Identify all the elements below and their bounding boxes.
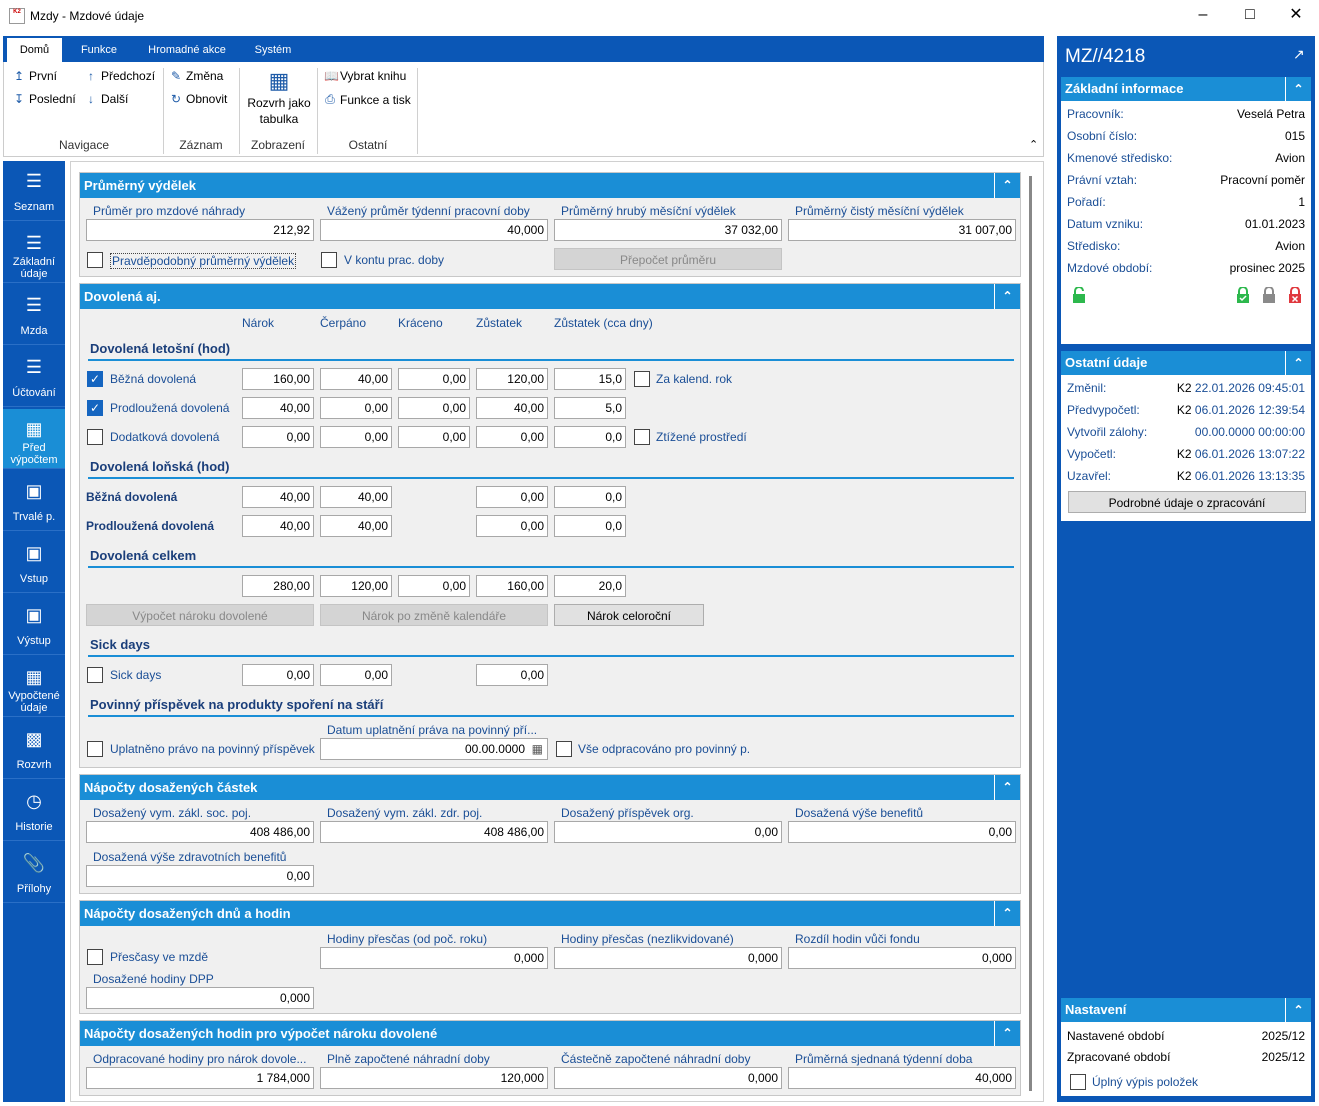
checkbox-label: V kontu prac. doby: [344, 253, 445, 267]
field-label: Částečně započtené náhradní doby: [561, 1052, 751, 1066]
zustatek-input[interactable]: 120,00: [476, 368, 548, 390]
info-row: Osobní číslo: 015: [1067, 129, 1305, 143]
narok-input[interactable]: 40,00: [242, 486, 314, 508]
cerpano-input[interactable]: 0,00: [320, 397, 392, 419]
checkbox-label: Vše odpracováno pro povinný p.: [578, 742, 751, 756]
sick-narok-input[interactable]: 0,00: [242, 664, 314, 686]
zustatek-dny-total-input[interactable]: 20,0: [554, 575, 626, 597]
cerpano-input[interactable]: 40,00: [320, 486, 392, 508]
uplatneno-checkbox[interactable]: [87, 741, 103, 757]
zustatek-dny-input[interactable]: 5,0: [554, 397, 626, 419]
section-napocty-dnu: [79, 900, 1021, 1014]
divider: [88, 715, 1014, 717]
record-code: MZ//4218: [1065, 46, 1146, 67]
checkbox-label: Za kalend. rok: [656, 372, 733, 386]
ztizene-checkbox[interactable]: [634, 429, 650, 445]
field-label: Plně započtené náhradní doby: [327, 1052, 490, 1066]
main-content: [70, 161, 1044, 1102]
info-row: Mzdové období: prosinec 2025: [1067, 261, 1305, 275]
archive-box-icon: ▣: [25, 605, 43, 625]
select-book-button[interactable]: 📖 Vybrat knihu: [324, 69, 407, 83]
nav-item-uctovani[interactable]: ☰ Účtování: [3, 347, 65, 407]
column-header: Zůstatek (cca dny): [554, 316, 653, 330]
section-napocty-hodin: [79, 1020, 1021, 1096]
chevron-up-icon[interactable]: ⌃: [994, 775, 1020, 800]
subheading: Sick days: [90, 637, 150, 652]
book-icon: 📖: [324, 69, 339, 83]
nav-item-prilohy[interactable]: 📎 Přílohy: [3, 843, 65, 903]
refresh-button[interactable]: ↻ Obnovit: [170, 92, 228, 106]
tab-system[interactable]: Systém: [254, 44, 292, 56]
list-icon: ☰: [25, 357, 43, 377]
minimize-icon[interactable]: –: [1198, 6, 1208, 23]
cerpano-input[interactable]: 40,00: [320, 515, 392, 537]
field-label: Dosažený vym. zákl. zdr. poj.: [327, 806, 483, 820]
vypocet-naroku-button[interactable]: Výpočet nároku dovolené: [86, 604, 314, 626]
refresh-icon: ↻: [170, 92, 182, 106]
info-row: Vypočetl: K2 06.01.2026 13:07:22: [1067, 447, 1305, 461]
section-nastaveni: [1061, 998, 1311, 1096]
nav-item-zakladni-udaje[interactable]: ☰ Základní údaje: [3, 223, 65, 283]
info-row: Změnil: K2 22.01.2026 09:45:01: [1067, 381, 1305, 395]
info-row: Datum vzniku: 01.01.2023: [1067, 217, 1305, 231]
lock-grey-icon: [1262, 287, 1276, 303]
field-label: Dosažená výše zdravotních benefitů: [93, 850, 287, 864]
info-row: Pracovník: Veselá Petra: [1067, 107, 1305, 121]
app-icon: K2: [9, 8, 25, 24]
prispevek-org-input[interactable]: 0,00: [554, 821, 782, 843]
nav-item-vystup[interactable]: ▣ Výstup: [3, 595, 65, 655]
narok-input[interactable]: 40,00: [242, 397, 314, 419]
field-label: Hodiny přesčas (nezlikvidované): [561, 932, 734, 946]
calendar-icon: ▩: [25, 729, 43, 749]
sick-zustatek-input[interactable]: 0,00: [476, 664, 548, 686]
zustatek-input[interactable]: 0,00: [476, 486, 548, 508]
chevron-up-icon[interactable]: ⌃: [994, 284, 1020, 309]
info-row: Zpracované období 2025/12: [1067, 1050, 1305, 1064]
clock-icon: ◷: [26, 791, 42, 811]
divider: [88, 359, 1014, 361]
chevron-up-icon[interactable]: ⌃: [994, 173, 1020, 198]
arrow-up-first-icon: ↥: [13, 69, 25, 83]
nav-item-trvale[interactable]: ▣ Trvalé p.: [3, 471, 65, 531]
vertical-scrollbar[interactable]: [1029, 176, 1032, 1091]
tab-hromadne-akce[interactable]: Hromadné akce: [148, 44, 226, 56]
field-label: Datum uplatnění práva na povinný pří...: [327, 723, 538, 737]
checkbox-label: Prodloužená dovolená: [110, 401, 230, 415]
nav-item-mzda[interactable]: ☰ Mzda: [3, 285, 65, 345]
functions-print-button[interactable]: ⎙ Funkce a tisk: [325, 92, 411, 107]
tab-domu[interactable]: Domů: [7, 38, 62, 62]
vazeny-prumer-input[interactable]: 40,000: [320, 219, 548, 241]
checkbox-label: Uplatněno právo na povinný příspěvek: [110, 742, 315, 756]
field-label: Odpracované hodiny pro nárok dovole...: [93, 1052, 307, 1066]
collapse-ribbon-icon[interactable]: ⌃: [1029, 139, 1039, 151]
castecne-nahradni-input[interactable]: 0,000: [554, 1067, 782, 1089]
section-zakladni-informace: [1061, 77, 1311, 344]
group-zaznam-label: Záznam: [179, 138, 223, 152]
section-header: Ostatní údaje ⌃: [1061, 351, 1311, 375]
zustatek-total-input[interactable]: 160,00: [476, 575, 548, 597]
narok-celorocni-button[interactable]: Nárok celoroční: [554, 604, 704, 626]
field-label: Průměr pro mzdové náhrady: [93, 204, 246, 218]
checkbox-label: Běžná dovolená: [110, 372, 197, 386]
divider: [88, 655, 1014, 657]
section-header: Nastavení ⌃: [1061, 998, 1311, 1022]
row-label: Běžná dovolená: [86, 490, 178, 504]
checkbox-label: Dodatková dovolená: [110, 430, 220, 444]
prescas-nezlikv-input[interactable]: 0,000: [554, 947, 782, 969]
zustatek-dny-input[interactable]: 15,0: [554, 368, 626, 390]
info-row: Právní vztah: Pracovní poměr: [1067, 173, 1305, 187]
kraceno-input[interactable]: 0,00: [398, 368, 470, 390]
group-ostatni-label: Ostatní: [348, 138, 388, 152]
ribbon-tabs: [3, 36, 1044, 62]
chevron-up-icon[interactable]: ⌃: [994, 901, 1020, 926]
benefity-input[interactable]: 0,00: [788, 821, 1016, 843]
narok-zmena-kalendare-button[interactable]: Nárok po změně kalendáře: [320, 604, 548, 626]
nav-item-vypoctene-udaje[interactable]: ▦ Vypočtené údaje: [3, 657, 65, 717]
section-prumerny-vydelek: [79, 172, 1021, 277]
row-label: Prodloužená dovolená: [86, 519, 215, 533]
dodatkova-checkbox[interactable]: [87, 429, 103, 445]
section-header: Nápočty dosažených hodin pro výpočet nároku dovolené ⌃: [80, 1021, 1020, 1046]
info-row: Vytvořil zálohy: 00.00.0000 00:00:00: [1067, 425, 1305, 439]
ribbon-separator: [417, 68, 418, 154]
tydenni-doba-input[interactable]: 40,000: [788, 1067, 1016, 1089]
divider: [88, 566, 1014, 568]
cerpano-total-input[interactable]: 120,00: [320, 575, 392, 597]
section-header: Základní informace ⌃: [1061, 77, 1311, 101]
ribbon-body: [3, 62, 1044, 157]
prumer-nahrady-input[interactable]: 212,92: [86, 219, 314, 241]
checkbox-label: Sick days: [110, 668, 162, 682]
subheading: Povinný příspěvek na produkty spoření na stáří: [90, 697, 384, 712]
field-label: Dosažená výše benefitů: [795, 806, 924, 820]
podrobne-udaje-button[interactable]: Podrobné údaje o zpracování: [1068, 491, 1306, 513]
window-title: Mzdy - Mzdové údaje: [30, 9, 145, 23]
hodiny-dpp-input[interactable]: 0,000: [86, 987, 314, 1009]
field-label: Průměrný čistý měsíční výdělek: [795, 204, 964, 218]
calculator-icon: ▦: [25, 667, 43, 687]
zustatek-dny-input[interactable]: 0,0: [554, 426, 626, 448]
section-ostatni-udaje: [1061, 351, 1311, 521]
last-button[interactable]: ↧ Poslední: [13, 92, 76, 106]
kraceno-input[interactable]: 0,00: [398, 397, 470, 419]
kraceno-input[interactable]: 0,00: [398, 426, 470, 448]
odpracovane-input[interactable]: 1 784,000: [86, 1067, 314, 1089]
info-row: Uzavřel: K2 06.01.2026 13:13:35: [1067, 469, 1305, 483]
calculator-icon: ▦: [25, 419, 43, 439]
open-external-icon[interactable]: ↗: [1293, 46, 1305, 62]
zdrav-benefity-input[interactable]: 0,00: [86, 865, 314, 887]
section-dovolena: [79, 283, 1021, 768]
nav-item-pred-vypoctem[interactable]: ▦ Před výpočtem: [3, 409, 65, 469]
prepocet-button[interactable]: Přepočet průměru: [554, 248, 782, 270]
right-info-panel: [1057, 36, 1315, 1102]
section-napocty-castek: [79, 774, 1021, 894]
info-row: Pořadí: 1: [1067, 195, 1305, 209]
list-icon: ☰: [25, 171, 43, 191]
archive-box-icon: ▣: [25, 481, 43, 501]
plne-nahradni-input[interactable]: 120,000: [320, 1067, 548, 1089]
field-label: Průměrný hrubý měsíční výdělek: [561, 204, 736, 218]
vse-odpracovano-checkbox[interactable]: [556, 741, 572, 757]
subheading: Dovolená loňská (hod): [90, 459, 230, 474]
field-label: Dosažený vym. zákl. soc. poj.: [93, 806, 252, 820]
column-header: Čerpáno: [320, 316, 367, 330]
datum-uplatneni-input[interactable]: 00.00.0000 ▦: [320, 738, 548, 760]
change-button[interactable]: ✎ Změna: [170, 69, 224, 83]
lock-x-red-icon: [1288, 287, 1302, 303]
title-bar: [0, 0, 1319, 32]
list-icon: ☰: [25, 295, 43, 315]
narok-input[interactable]: 160,00: [242, 368, 314, 390]
left-navigation: [3, 161, 65, 1102]
narok-input[interactable]: 40,00: [242, 515, 314, 537]
vym-soc-input[interactable]: 408 486,00: [86, 821, 314, 843]
next-button[interactable]: ↓ Další: [85, 92, 128, 106]
narok-total-input[interactable]: 280,00: [242, 575, 314, 597]
group-zobrazeni-label: Zobrazení: [250, 138, 306, 152]
chevron-up-icon[interactable]: ⌃: [1285, 998, 1311, 1022]
chevron-up-icon[interactable]: ⌃: [1285, 77, 1311, 101]
subheading: Dovolená celkem: [90, 548, 197, 563]
arrow-up-icon: ↑: [88, 69, 94, 83]
section-header: Nápočty dosažených částek ⌃: [80, 775, 1020, 800]
vym-zdr-input[interactable]: 408 486,00: [320, 821, 548, 843]
konto-checkbox[interactable]: [321, 252, 337, 268]
field-label: Vážený průměr týdenní pracovní doby: [327, 204, 530, 218]
field-label: Průměrná sjednaná týdenní doba: [795, 1052, 973, 1066]
checkbox-label: Ztížené prostředí: [656, 430, 747, 444]
sick-cerpano-input[interactable]: 0,00: [320, 664, 392, 686]
arrow-down-icon: ↓: [88, 92, 94, 106]
list-detail-icon: ☰: [25, 233, 43, 253]
section-header: Dovolená aj. ⌃: [80, 284, 1020, 309]
column-header: Nárok: [242, 316, 275, 330]
tab-funkce[interactable]: Funkce: [80, 44, 118, 56]
cerpano-input[interactable]: 40,00: [320, 368, 392, 390]
zustatek-dny-input[interactable]: 0,0: [554, 486, 626, 508]
field-label: Hodiny přesčas (od poč. roku): [327, 932, 488, 946]
grid-table-icon: ▦: [268, 68, 290, 93]
paperclip-icon: 📎: [22, 853, 46, 873]
nav-item-seznam[interactable]: ☰ Seznam: [3, 161, 65, 221]
cerpano-input[interactable]: 0,00: [320, 426, 392, 448]
pencil-icon: ✎: [170, 69, 182, 83]
checkbox-label: Pravděpodobný průměrný výdělek: [112, 254, 295, 268]
lock-open-green-icon: [1072, 287, 1086, 303]
rozdil-fond-input[interactable]: 0,000: [788, 947, 1016, 969]
chevron-up-icon[interactable]: ⌃: [1285, 351, 1311, 375]
prescas-rok-input[interactable]: 0,000: [320, 947, 548, 969]
zustatek-input[interactable]: 0,00: [476, 515, 548, 537]
info-row: Středisko: Avion: [1067, 239, 1305, 253]
hruby-vydelek-input[interactable]: 37 032,00: [554, 219, 782, 241]
info-row: Nastavené období 2025/12: [1067, 1029, 1305, 1043]
sick-days-checkbox[interactable]: [87, 667, 103, 683]
section-header: Nápočty dosažených dnů a hodin ⌃: [80, 901, 1020, 926]
calendar-icon[interactable]: ▦: [531, 742, 543, 756]
pravdepodobny-checkbox[interactable]: [87, 252, 103, 268]
prescasy-checkbox[interactable]: [87, 949, 103, 965]
column-header: Kráceno: [398, 316, 443, 330]
previous-button[interactable]: ↑ Předchozí: [85, 69, 155, 83]
field-label: Rozdíl hodin vůči fondu: [795, 932, 920, 946]
printer-icon: ⎙: [325, 92, 335, 106]
zustatek-dny-input[interactable]: 0,0: [554, 515, 626, 537]
bezna-checkbox[interactable]: ✓: [87, 371, 103, 387]
cisty-vydelek-input[interactable]: 31 007,00: [788, 219, 1016, 241]
nav-item-vstup[interactable]: ▣ Vstup: [3, 533, 65, 593]
chevron-up-icon[interactable]: ⌃: [994, 1021, 1020, 1046]
zustatek-input[interactable]: 40,00: [476, 397, 548, 419]
arrow-down-last-icon: ↧: [13, 92, 25, 106]
zustatek-input[interactable]: 0,00: [476, 426, 548, 448]
column-header: Zůstatek: [476, 316, 523, 330]
checkbox-label: Přesčasy ve mzdě: [110, 950, 209, 964]
subheading: Dovolená letošní (hod): [90, 341, 231, 356]
nav-item-rozvrh[interactable]: ▩ Rozvrh: [3, 719, 65, 779]
section-header: Průměrný výdělek ⌃: [80, 173, 1020, 198]
uplny-vypis-checkbox[interactable]: [1070, 1074, 1086, 1090]
info-row: Předvypočetl: K2 06.01.2026 12:39:54: [1067, 403, 1305, 417]
divider: [88, 477, 1014, 479]
field-label: Dosažený příspěvek org.: [561, 806, 694, 820]
archive-box-icon: ▣: [25, 543, 43, 563]
kalend-rok-checkbox[interactable]: [634, 371, 650, 387]
nav-item-historie[interactable]: ◷ Historie: [3, 781, 65, 841]
checkbox-label: Úplný výpis položek: [1092, 1075, 1199, 1089]
first-button[interactable]: ↥ První: [13, 69, 58, 83]
kraceno-total-input[interactable]: 0,00: [398, 575, 470, 597]
field-label: Dosažené hodiny DPP: [93, 972, 214, 986]
prodlouzena-checkbox[interactable]: ✓: [87, 400, 103, 416]
group-navigace-label: Navigace: [58, 138, 110, 152]
close-icon[interactable]: ✕: [1289, 6, 1303, 23]
info-row: Kmenové středisko: Avion: [1067, 151, 1305, 165]
narok-input[interactable]: 0,00: [242, 426, 314, 448]
lock-check-green-icon: [1236, 287, 1250, 303]
grid-layout-button[interactable]: ▦ Rozvrh jako tabulka: [247, 68, 311, 126]
maximize-icon[interactable]: □: [1245, 6, 1255, 23]
